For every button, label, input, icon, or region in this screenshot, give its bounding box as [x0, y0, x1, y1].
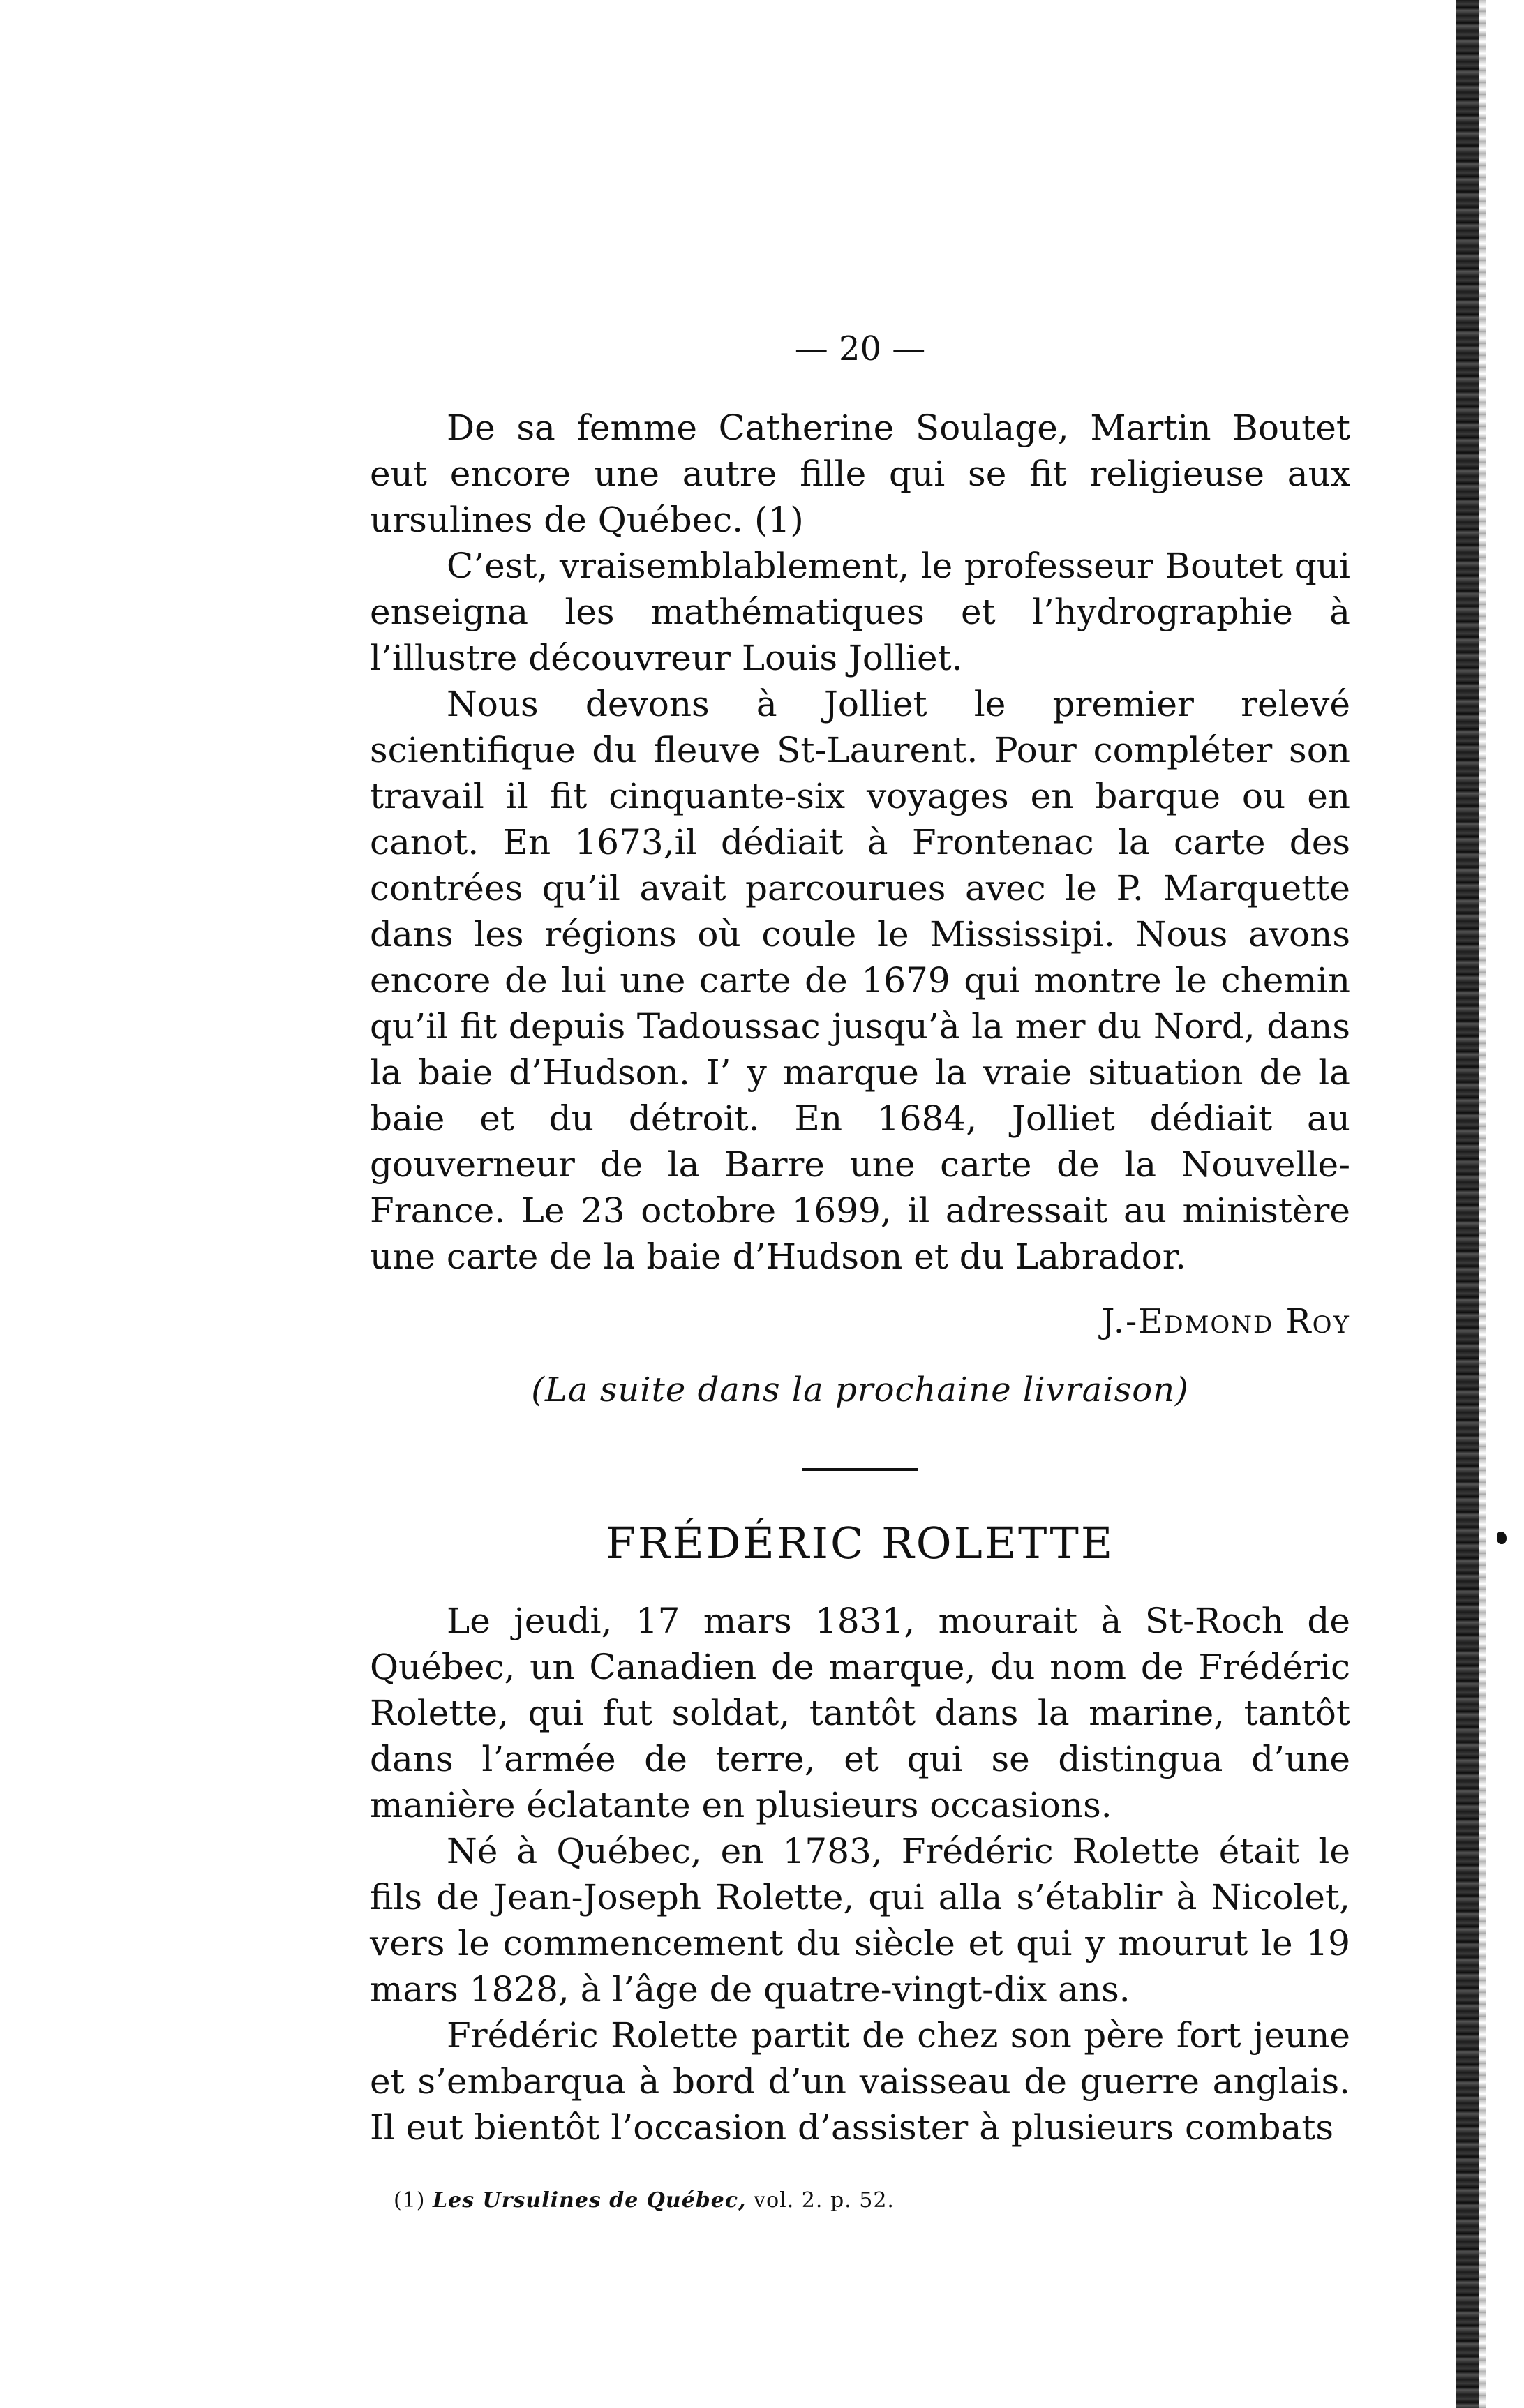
- author-byline: J.-Edmond Roy: [1101, 1302, 1350, 1341]
- paragraph: Né à Québec, en 1783, Frédéric Rolette était le fils de Jean-Joseph Rolette, qui alla s’établir à Nicolet, vers le commencement du siècle et qui y mourut le 19 mars 1828, à l’âge de quatre-vingt-dix ans.: [370, 1831, 1350, 2010]
- paragraph: Nous devons à Jolliet le premier relevé scientifique du fleuve St-Laurent. Pour compléter son travail il fit cinquante-six voyages en barque ou en canot. En 1673,il dédiait à Frontenac la carte des contrées qu’il avait parcourues avec le P. Marquette dans les régions où coule le Mississipi. Nous avons encore de lui une carte de 1679 qui montre le chemin qu’il fit depuis Tadoussac jusqu’à la mer du Nord, dans la baie d’Hudson. I’ y marque la vraie situation de la baie et du détroit. En 1684, Jolliet dédiait au gouverneur de la Barre une carte de la Nouvelle-France. Le 23 octobre 1699, il adressait au ministère une carte de la baie d’Hudson et du Labrador.: [370, 684, 1350, 1277]
- paragraph: Le jeudi, 17 mars 1831, mourait à St-Roch de Québec, un Canadien de marque, du nom de Frédéric Rolette, qui fut soldat, tantôt dans la marine, tantôt dans l’armée de terre, et qui se distingua d’une manière éclatante en plusieurs occasions.: [370, 1601, 1350, 1825]
- section-divider: [802, 1468, 918, 1471]
- section-title: FRÉDÉRIC ROLETTE: [605, 1518, 1115, 1569]
- footnote-source: Les Ursulines de Québec,: [433, 2188, 747, 2213]
- footnote-spacer: [370, 2151, 1350, 2187]
- binding-edge: [1456, 0, 1479, 2408]
- continuation-note: (La suite dans la prochaine livraison): [531, 1370, 1189, 1409]
- footnote-detail: vol. 2. p. 52.: [754, 2188, 895, 2213]
- footnote: [394, 2187, 1350, 2215]
- margin-ink-mark: [1497, 1532, 1507, 1544]
- paragraph: C’est, vraisemblablement, le professeur Boutet qui enseigna les mathématiques et l’hydrographie à l’illustre découvreur Louis Jolliet.: [370, 546, 1350, 678]
- paragraph: Frédéric Rolette partit de chez son père fort jeune et s’embarqua à bord d’un vaisseau de guerre anglais. Il eut bientôt l’occasion d’assister à plusieurs combats: [370, 2015, 1350, 2148]
- footnote-marker: (1): [394, 2188, 426, 2213]
- document-page: [370, 328, 1350, 2215]
- page-number: — 20 —: [794, 329, 926, 368]
- paragraph: De sa femme Catherine Soulage, Martin Boutet eut encore une autre fille qui se fit religieuse aux ursulines de Québec. (1): [370, 407, 1350, 540]
